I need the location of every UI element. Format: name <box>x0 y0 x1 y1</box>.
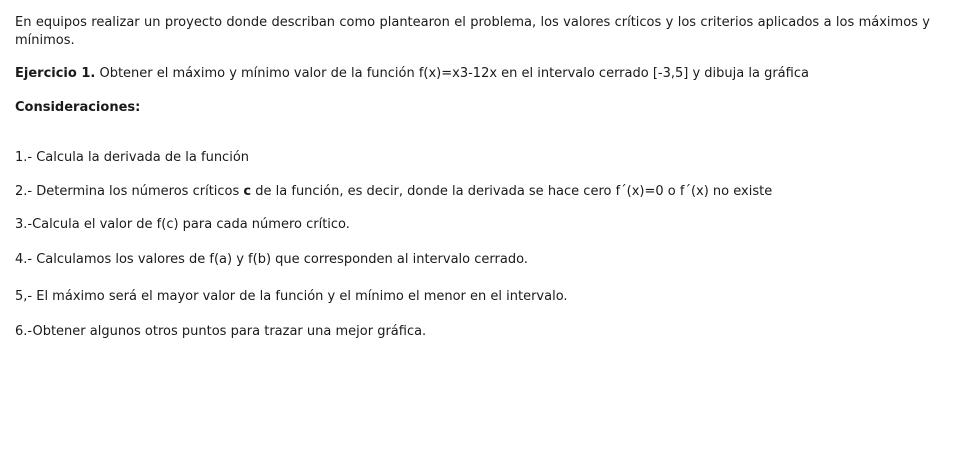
document-body <box>15 14 930 339</box>
considerations-heading: Consideraciones: <box>15 100 141 115</box>
step-6: 6.-Obtener algunos otros puntos para trazar una mejor gráfica. <box>15 324 427 339</box>
intro-paragraph: En equipos realizar un proyecto donde describan como plantearon el problema, los valores críticos y los criterios aplicados a los máximos y mínimos. <box>15 15 930 48</box>
exercise-label: Ejercicio 1. <box>15 66 96 81</box>
exercise-statement <box>15 65 809 83</box>
step-3: 3.-Calcula el valor de f(c) para cada número crítico. <box>15 217 350 232</box>
step-2 <box>15 183 772 201</box>
step-2-text-start: 2.- Determina los números críticos <box>15 184 244 199</box>
step-1: 1.- Calcula la derivada de la función <box>15 150 250 165</box>
step-2-critical-c: c <box>243 184 252 199</box>
step-5: 5,- El máximo será el mayor valor de la función y el mínimo el menor en el intervalo. <box>15 289 568 304</box>
step-4: 4.- Calculamos los valores de f(a) y f(b) que corresponden al intervalo cerrado. <box>15 252 528 267</box>
exercise-text: Obtener el máximo y mínimo valor de la función f(x)=x3-12x en el intervalo cerrado [-3,5] y dibuja la gráfica <box>95 66 809 81</box>
step-2-text-end: de la función, es decir, donde la derivada se hace cero f´(x)=0 o f´(x) no existe <box>251 184 773 199</box>
